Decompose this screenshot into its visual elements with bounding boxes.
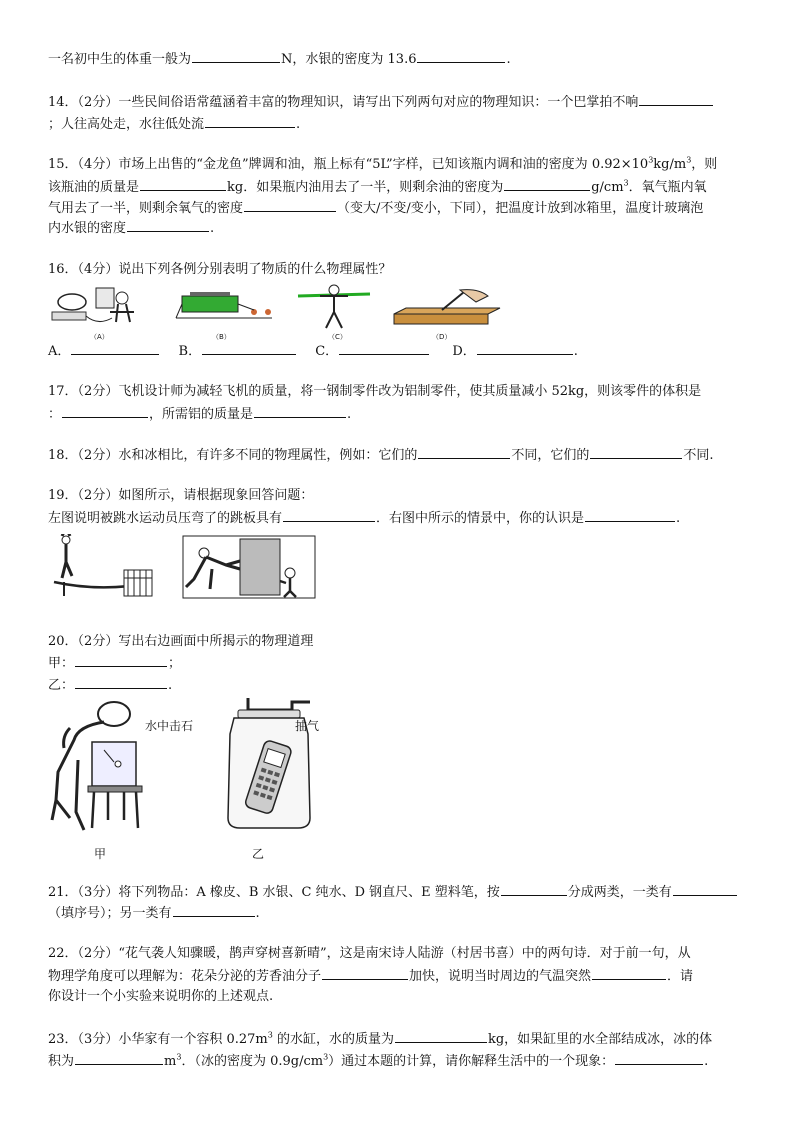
q17-line1: 17．（2分）飞机设计师为减轻飞机的质量，将一钢制零件改为铝制零件，使其质量减小 52kg，则该零件的体积是 bbox=[48, 384, 702, 399]
q17-line2: ： ，所需铝的质量是 . bbox=[48, 407, 352, 422]
answer-blank[interactable] bbox=[322, 967, 408, 980]
q23-line1: 23．（3分）小华家有一个容积 $0.27m^3$ 的水缸，水的质量为 kg，如果缸里的水全部结成冰，冰的体 bbox=[48, 1030, 713, 1047]
q20-line-jia: 甲： ； bbox=[48, 656, 182, 671]
answer-blank[interactable] bbox=[418, 446, 510, 459]
answer-blank[interactable] bbox=[244, 199, 336, 212]
push-door-figure bbox=[182, 535, 316, 599]
q23-line2: 积为 $m^3$．（冰的密度为 $0.9g/cm^3$）通过本题的计算，请你解释生活中的一个现象： . bbox=[48, 1052, 709, 1069]
q21-line1: 21．（3分）将下列物品：A 橡皮、B 水银、C 纯水、D 钢直尺、E 塑料笔，按 分成两类，一类有 bbox=[48, 883, 738, 902]
caption-d: （D） bbox=[432, 333, 452, 341]
label-stone-in-water: 水中击石 bbox=[145, 719, 194, 733]
answer-blank[interactable] bbox=[205, 115, 295, 128]
answer-blank[interactable] bbox=[639, 93, 713, 106]
q15-line4: 内水银的密度 . bbox=[48, 221, 215, 236]
answer-blank[interactable] bbox=[62, 405, 148, 418]
caption-b: （B） bbox=[212, 333, 231, 341]
label-pump-air: 抽气 bbox=[295, 719, 320, 733]
q14-line2: ；人往高处走，水往低处流 . bbox=[48, 117, 301, 132]
q16-figure-d bbox=[392, 288, 502, 328]
q19-line2: 左图说明被跳水运动员压弯了的跳板具有 ．右图中所示的情景中，你的认识是 . bbox=[48, 511, 681, 526]
answer-blank[interactable] bbox=[615, 1052, 703, 1065]
q22-line1: 22．（2分）“花气袭人知骤暖，鹊声穿树喜新晴”，这是南宋诗人陆游（村居书喜）中的两句诗．对于前一句，从 bbox=[48, 946, 691, 961]
answer-blank[interactable] bbox=[395, 1030, 487, 1043]
q16-figure-b bbox=[172, 288, 282, 328]
q18-line1: 18．（2分）水和冰相比，有许多不同的物理属性，例如：它们的 不同，它们的 不同. bbox=[48, 448, 714, 463]
q13-line: 一名初中生的体重一般为 N，水银的密度为 13.6 . bbox=[48, 52, 511, 67]
answer-blank[interactable] bbox=[417, 50, 505, 63]
q15-line3: 气用去了一半，则剩余氧气的密度 （变大/不变/变小，下同），把温度计放到冰箱里，温度计玻璃泡 bbox=[48, 201, 704, 216]
q16-line1: 16．（4分）说出下列各例分别表明了物质的什么物理属性？ bbox=[48, 262, 392, 277]
answer-blank[interactable] bbox=[75, 676, 167, 689]
answer-blank[interactable] bbox=[254, 405, 346, 418]
answer-blank[interactable] bbox=[75, 654, 167, 667]
q16-figure-c bbox=[296, 282, 372, 330]
q14-line1: 14．（2分）一些民间俗语常蕴涵着丰富的物理知识，请写出下列两句对应的物理知识：一个巴掌拍不响 bbox=[48, 93, 714, 112]
answer-blank[interactable] bbox=[477, 342, 573, 355]
answer-blank[interactable] bbox=[75, 1052, 163, 1065]
answer-blank[interactable] bbox=[592, 967, 666, 980]
answer-blank[interactable] bbox=[202, 342, 296, 355]
answer-blank[interactable] bbox=[173, 904, 255, 917]
q22-line3: 你设计一个小实验来说明你的上述观点. bbox=[48, 989, 274, 1004]
vacuum-jar-figure bbox=[214, 694, 320, 834]
q15-line2: 该瓶油的质量是 kg．如果瓶内油用去了一半，则剩余油的密度为 $g/cm^3$．氧气瓶内氧 bbox=[48, 178, 707, 195]
answer-blank[interactable] bbox=[127, 219, 209, 232]
answer-blank[interactable] bbox=[501, 883, 567, 896]
answer-blank[interactable] bbox=[339, 342, 429, 355]
stone-in-water-figure bbox=[48, 700, 144, 836]
caption-yi: 乙 bbox=[252, 847, 265, 861]
q22-line2: 物理学角度可以理解为：花朵分泌的芳香油分子 加快，说明当时周边的气温突然 ．请 bbox=[48, 969, 694, 984]
q16-figure-a bbox=[50, 282, 142, 332]
answer-blank[interactable] bbox=[504, 178, 590, 191]
answer-blank[interactable] bbox=[283, 509, 375, 522]
q16-answers: A． B． C． D． . bbox=[48, 344, 578, 359]
answer-blank[interactable] bbox=[673, 883, 737, 896]
caption-c: （C） bbox=[328, 333, 347, 341]
diving-board-figure bbox=[50, 534, 160, 600]
q19-line1: 19．（2分）如图所示，请根据现象回答问题： bbox=[48, 488, 314, 503]
caption-a: （A） bbox=[90, 333, 109, 341]
q20-line1: 20．（2分）写出右边画面中所揭示的物理道理 bbox=[48, 634, 314, 649]
q15-line1: 15．（4分）市场上出售的“金龙鱼”牌调和油，瓶上标有“5L”字样，已知该瓶内调和油的密度为 $0.92\times 10^3kg/m^3$，则 bbox=[48, 155, 718, 172]
answer-blank[interactable] bbox=[71, 342, 159, 355]
q21-line2: （填序号）；另一类有 . bbox=[48, 906, 260, 921]
caption-jia: 甲 bbox=[94, 847, 107, 861]
answer-blank[interactable] bbox=[590, 446, 682, 459]
answer-blank[interactable] bbox=[585, 509, 675, 522]
answer-blank[interactable] bbox=[192, 50, 280, 63]
answer-blank[interactable] bbox=[140, 178, 226, 191]
q20-line-yi: 乙： . bbox=[48, 678, 173, 693]
